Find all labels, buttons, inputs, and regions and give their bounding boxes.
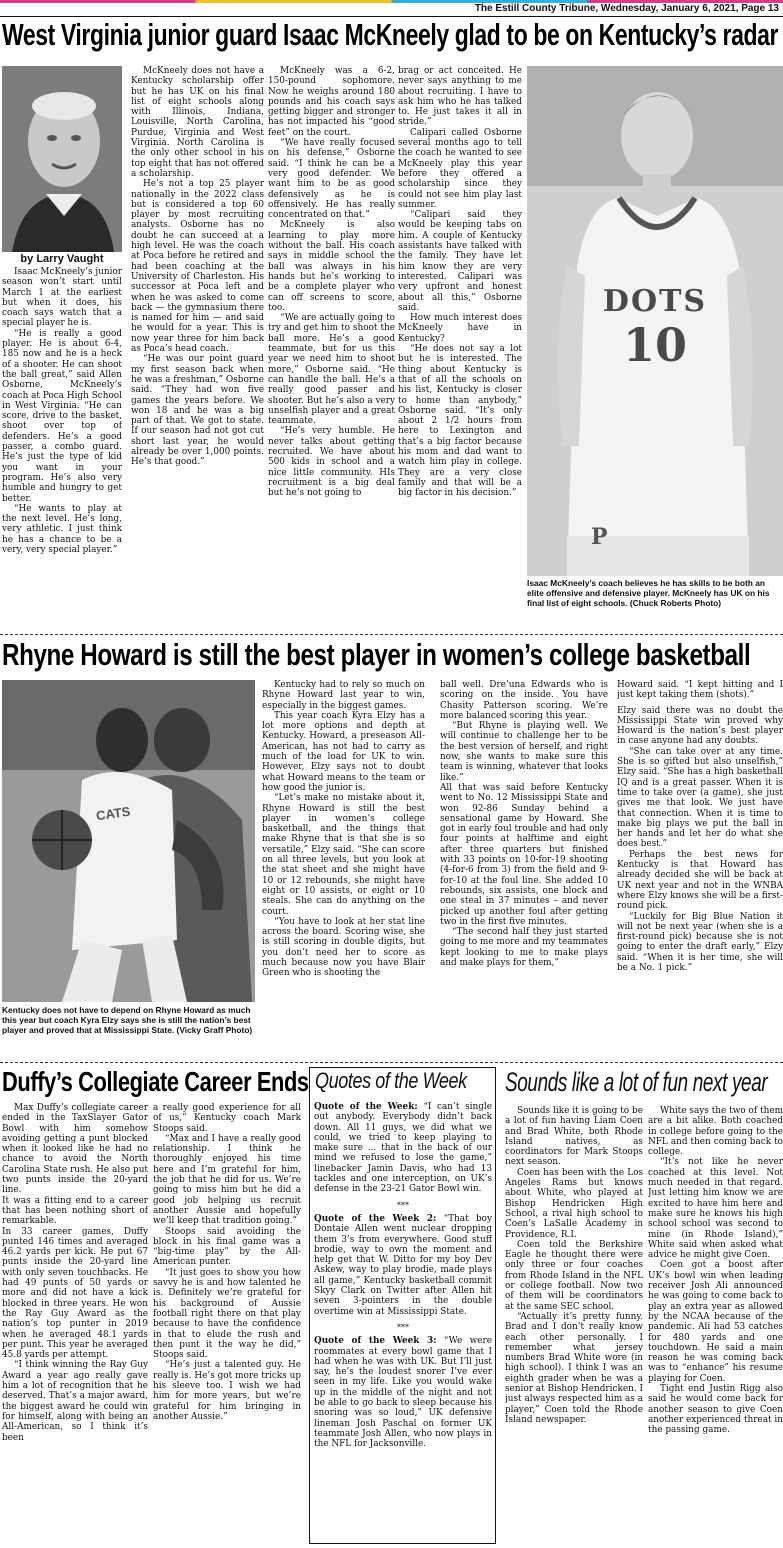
section-divider: [0, 1062, 783, 1063]
paragraph: “He wants to play at the next level. He’s long, very athletic. I just think he has a chance to be a very, very special player.”: [2, 503, 122, 556]
mckneely-photo: [527, 66, 783, 576]
quote-item: [314, 1102, 492, 1195]
paragraph: Isaac McKneely’s junior season won’t start until March 1 at the earliest but when it does, his coach says watch that a special player he is.: [2, 267, 122, 329]
story1-column-3: [268, 66, 395, 652]
quotes-body: [314, 1102, 492, 1542]
paragraph: Tight end Justin Rigg also said he would come back for another season to give Coen another experienced threat in the passing game.: [648, 1384, 783, 1436]
paragraph: Calipari called Osborne several months ago to tell the coach he wanted to see McKneely play this year before they offered a scholarship since they could not see him play last summer.: [398, 127, 522, 210]
paragraph: Howard said. “I kept hitting and I just kept taking them (shots).”: [617, 680, 783, 701]
paragraph: “Actually it’s pretty funny. Brad and I don’t really know each other personally. I remember what jersey numbers Brad White wore (in high school). I think I was an eighth grader when he was a senior at Bishop Hendricken. I just always respected him as a player,” Coen told the Rhode Island newspaper.: [505, 1311, 643, 1425]
jersey-text: DOTS: [602, 284, 708, 319]
paragraph: How much interest does McKneely have in Kentucky?: [398, 313, 522, 344]
story4-column-2: [648, 1106, 783, 1548]
paragraph: “He was our point guard my first season back when he was a freshman,” Osborne said. “They had won five games the years before. We won 18 and he was a big part of that. We got to state. If our season had not got cut short last year, he would already be over 1,000 points. He’s that good.”: [131, 354, 264, 468]
paragraph: This year coach Kyra Elzy has a lot more options and depth at Kentucky. Howard, a preseason All-American, has not had to carry as much of the load for UK to win. However, Elzy says not to doubt what Howard means to the team or how good the junior is.: [262, 710, 425, 793]
howard-photo: [2, 680, 255, 1002]
paragraph: It was a fitting end to a career that has been nothing short of remarkable.: [2, 1195, 148, 1227]
paragraph: “She can take over at any time. She is so gifted but also unselfish,” Elzy said. “She has a high basketball IQ and is a great passer. When it is time to take over (a game), she just gives me that look. We just have that connection. When it is time to make big plays we put the ball in her hands and let her do what she does best.”: [617, 746, 783, 850]
paragraph: McKneely was a 6-2, 150-pound sophomore. Now he weighs around 180 pounds and his coach says getting bigger and stronger has not impacted his “good feet” on the court.: [268, 66, 395, 138]
paragraph: Max Duffy’s collegiate career ended in the TaxSlayer Gator Bowl with him somehow avoiding getting a punt blocked when it looked like he had no chance to avoid the North Carolina State rush. He also put two punts inside the 20-yard line.: [2, 1103, 148, 1196]
paragraph: “Max and I have a really good relationship. I think he thoroughly enjoyed his time here and I’m grateful for him, the job that he did for us. We’re going to miss him but he did a good job helping us recruit another Aussie and hopefully we’ll keep that tradition going.”: [153, 1133, 301, 1227]
quote-text: “I can’t single out anybody. Everybody didn’t back down. All 11 guys, we did what we could, we tried to keep playing to make sure ... that in the back of our mind we refused to lose the game,” linebacker Jamin Davis, who had 13 tackles and one interception, on UK’s defense in the 23-21 Gator Bowl win.: [314, 1102, 492, 1195]
paragraph: White says the two of them are a bit alike. Both coached in college before going to the NFL and then coming back to college.: [648, 1106, 783, 1158]
shorts-letter: P: [591, 524, 608, 550]
section-divider: [0, 634, 783, 635]
paragraph: Sounds like it is going to be a lot of fun having Liam Coen and Brad White, both Rhode Island natives, as coordinators for Mark Stoops next season.: [505, 1106, 643, 1168]
quote-label: Quote of the Week 2:: [314, 1213, 437, 1224]
paragraph: Kentucky had to rely so much on Rhyne Howard last year to win, especially in the biggest games.: [262, 680, 425, 711]
quotes-headline: Quotes of the Week: [315, 1068, 467, 1093]
page-folio: The Estill County Tribune, Wednesday, January 6, 2021, Page 13: [474, 3, 779, 14]
howard-jersey-text: CATS: [95, 803, 132, 824]
paragraph: Coen got a boost after UK’s bowl win when leading receiver Josh Ali announced he was going to come back to play an extra year as allowed by the NCAA because of the pandemic. Ali had 53 catches for 480 yards and one touchdown. He said a main reason he was coming back was to “enhance” his resume playing for Coen.: [648, 1260, 783, 1384]
story2-column-2: [440, 680, 608, 1060]
paragraph: ball well. Dre’una Edwards who is scoring on the inside. You have Chasity Patterson scoring. We’re more balanced scoring this year.: [440, 680, 608, 721]
paragraph: “But Rhyne is playing well. We will continue to challenge her to be the best version of herself, and right now, she wants to make sure this team is winning, whatever that looks like.”: [440, 721, 608, 783]
story2-column-1: [262, 680, 425, 1060]
paragraph: All that was said before Kentucky went to No. 12 Mississippi State and won 92-86 Sunday behind a sensational game by Howard. She got in early foul trouble and had only four points at halftime and eight after three quarters but finished with 33 points on 10-for-19 shooting (4-for-6 from 3) from the field and 9-for-10 at the foul line. She added 10 rebounds, six assists, one block and one steal in 37 minutes – and never picked up another foul after getting two in the first five minutes.: [440, 782, 608, 927]
author-portrait-image: [2, 66, 122, 252]
paragraph: “Luckily for Big Blue Nation it will not be next year (when she is a first-round pick) because she is not going to enter the draft early,” Elzy said. “When it is her time, she will be a No. 1 pick.”: [617, 911, 783, 974]
paragraph: “We have really focused on his defense,” Osborne said. “I think he can be a very good defender. We want him to be as good defensively as he is offensively. He has really concentrated on that.”: [268, 138, 395, 221]
paragraph: Elzy said there was no doubt the Mississippi State win proved why Howard is the nation’s best player in case anyone had any doubts.: [617, 705, 783, 747]
paragraph: Coen told the Berkshire Eagle he thought there were only three or four coaches from Rhode Island in the NFL or college football. Now two of them will be coordinators at the same SEC school.: [505, 1239, 643, 1312]
paragraph: “We are actually going to try and get him to shoot the ball more. He’s a good teammate, but for us this year we need him to shoot more,” Osborne said. “He can handle the ball. He’s a really good passer and shooter. But he’s also a very unselfish player and a great teammate.: [268, 313, 395, 427]
paragraph: Stoops said avoiding the block in his final game was a “big-time play” by the All-American punter.: [153, 1226, 301, 1268]
paragraph: McKneely does not have a Kentucky scholarship offer but he has UK on his final list of eight schools along with Illinois, Indiana, Louisville, North Carolina, Purdue, Virginia and West Virginia. North Carolina is the only other school in his top eight that has not offered a scholarship.: [131, 66, 264, 179]
quote-label: Quote of the Week 3:: [314, 1336, 437, 1347]
story3-headline: Duffy’s Collegiate Career Ends: [2, 1066, 309, 1097]
paragraph: Coen has been with the Los Angeles Rams but knows about White, who played at Bishop Hendricken High School, a rival high school to Coen’s LaSalle Academy in Providence, R.I.: [505, 1167, 643, 1240]
paragraph: “The second half they just started going to me more and my teammates kept looking to me to make plays and make plays for them,”: [440, 927, 608, 969]
quote-separator: ***: [397, 1322, 409, 1332]
paragraph: “You have to look at her stat line across the board. Scoring wise, she is still scoring in double digits, but you don’t need her to score as much because now you have Blair Green who is shooting the: [262, 916, 425, 979]
paragraph: Perhaps the best news for Kentucky is that Howard has already decided she will be back at UK next year and not in the WNBA where Elzy knows she will be a first-round pick.: [617, 849, 783, 912]
quote-text: “That boy Dontaie Allen went nuclear dropping them 3’s from everywhere. Good stuff brodie, way to own the moment and help get that W. Ditto for my boy Dev Askew, way to play brodie, made plays all game,” Kentucky basketball commit Skyy Clark on Twitter after Allen hit seven 3-pointers in the double overtime win at Mississippi State.: [314, 1213, 492, 1317]
paragraph: “He’s very humble. He never talks about getting recruited. We have about 500 kids in school and a nice little community. HIs recruitment is a big deal but he’s not going to: [268, 426, 395, 499]
story3-column-2: [153, 1103, 301, 1548]
paragraph: a really good experience for all of us,” Kentucky coach Mark Stoops said.: [153, 1103, 301, 1134]
quote-separator: ***: [397, 1200, 409, 1210]
story3-column-1: [2, 1103, 148, 1548]
paragraph: In 33 career games, Duffy punted 146 times and averaged 46.2 yards per kick. He put 67 punts inside the 20-yard line with only seven touchbacks. He had 49 punts of 50 yards or more and did not have a kick blocked in three years. He won the Ray Guy Award as the nation’s top punter in 2019 when he averaged 48.1 yards per punt. This year he averaged 45.8 yards per attempt.: [2, 1226, 148, 1361]
paragraph: “It just goes to show you how savvy he is and how talented he is. Definitely we’re grateful for his background of Aussie football right there on that play because to have the confidence in that to elude the rush and then punt it the way he did,” Stoops said.: [153, 1267, 301, 1361]
paragraph: “Let’s make no mistake about it, Rhyne Howard is still the best player in women’s college basketball, and the things that make Rhyne that is that she is so versatile,” Elzy said. “She can score on all three levels, but you look at the stat sheet and she might have 10 or 12 rebounds, she might have eight or 10 assists, or eight or 10 steals. She can do anything on the court.: [262, 793, 425, 917]
paragraph: “He does not say a lot but he is interested. The thing about Kentucky is that of all the schools on his list, Kentucky is closer to home than anybody,” Osborne said. “It’s only about 2 1/2 hours from here to Lexington and that’s a big factor because his mom and dad want to watch him play in college. They are a very close family and that will be a big factor in his decision.”: [398, 344, 522, 499]
howard-photo-caption: Kentucky does not have to depend on Rhyne Howard as much this year but coach Kyra Elzy says she is still the nation’s best player and proved that at Mississippi State. (Vicky Graff Photo): [2, 1005, 253, 1036]
paragraph: “It’s not like he never coached at this level. Not much needed in that regard. Just letting him know we are excited to have him here and make sure he knows his high school school was second to mine (in Rhode Island),” White said when asked what advice he might give Coen.: [648, 1157, 783, 1261]
story1-column-4: [398, 66, 522, 652]
howard-player-image: [2, 680, 255, 1002]
story4-column-1: [505, 1106, 643, 1548]
quote-item: [314, 1214, 492, 1317]
paragraph: McKneely is also learning to play more without the ball. His coach says in middle school the ball was always in his hands but he’s working to be a complete player who can off screens to score, too.: [268, 220, 395, 313]
story1-headline: West Virginia junior guard Isaac McKneely glad to be on Kentucky’s radar: [2, 17, 779, 52]
jersey-number: 10: [622, 318, 687, 372]
story1-column-1: [2, 267, 122, 652]
story1-column-2: [131, 66, 264, 652]
story4-headline: Sounds like a lot of fun next year: [505, 1067, 768, 1097]
story1-byline: by Larry Vaught: [20, 253, 104, 265]
quote-label: Quote of the Week:: [314, 1102, 418, 1112]
paragraph: “He is really a good player. He is about 6-4, 185 now and he is a heck of a shooter. He can shoot the ball great,” said Allen Osborne, McKneely’s coach at Poca High School in West Virginia. “He can score, drive to the basket, shoot over top of defenders. He’s a good passer, a combo guard. He’s just the type of kid you want in your program. He’s also very humble and hungry to get better.: [2, 328, 122, 504]
paragraph: He’s not a top 25 player nationally in the 2022 class but is considered a top 60 player by most recruiting analysts. Osborne has no doubt he can succeed at a high level. He was the coach at Poca before he retired and had been coaching at the University of Charleston. His successor at Poca left and when he was asked to come back — the gymnasium there is named for him — and said he would for a year. This is now year three for him back as Poca’s head coach.: [131, 179, 264, 355]
paragraph: “He’s just a talented guy. He really is. He’s got more tricks up his sleeve too. I wish we had him for more years, but we’re grateful for him bringing in another Aussie.”: [153, 1360, 301, 1422]
quote-text: “We were roommates at every bowl game that I had when he was with UK. But I’ll just say, he’s the loudest snorer I’ve ever seen in my life. Like you would wake up in the middle of the night and not be able to go back to sleep because his snoring was so loud,” UK defensive lineman Josh Paschal on former UK teammate Josh Allen, who now plays in the NFL for Jacksonville.: [314, 1336, 492, 1450]
mckneely-photo-caption: Isaac McKneely’s coach believes he has skills to be both an elite offensive and defensive player. McKneely has UK on his final list of eight schools. (Chuck Roberts Photo): [527, 578, 770, 609]
paragraph: brag or act conceited. He never says anything to me about recruiting. I have to ask him who he has talked to. He just takes it all in stride.”: [398, 66, 522, 128]
story2-column-3: [617, 680, 783, 1060]
quote-item: [314, 1336, 492, 1449]
story2-headline: Rhyne Howard is still the best player in women’s college basketball: [2, 637, 751, 672]
author-photo: [2, 66, 122, 252]
paragraph: “I think winning the Ray Guy Award a year ago really gave him a lot of recognition that he deserved. That’s a major award, the biggest award he could win for himself, along with being an All-American, so I think it’s been: [2, 1360, 148, 1443]
paragraph: “Calipari said they would be keeping tabs on him. A couple of Kentucky assistants have talked with the family. They have let him know they are very interested. Calipari was very upfront and honest about all this,” Osborne said.: [398, 210, 522, 313]
